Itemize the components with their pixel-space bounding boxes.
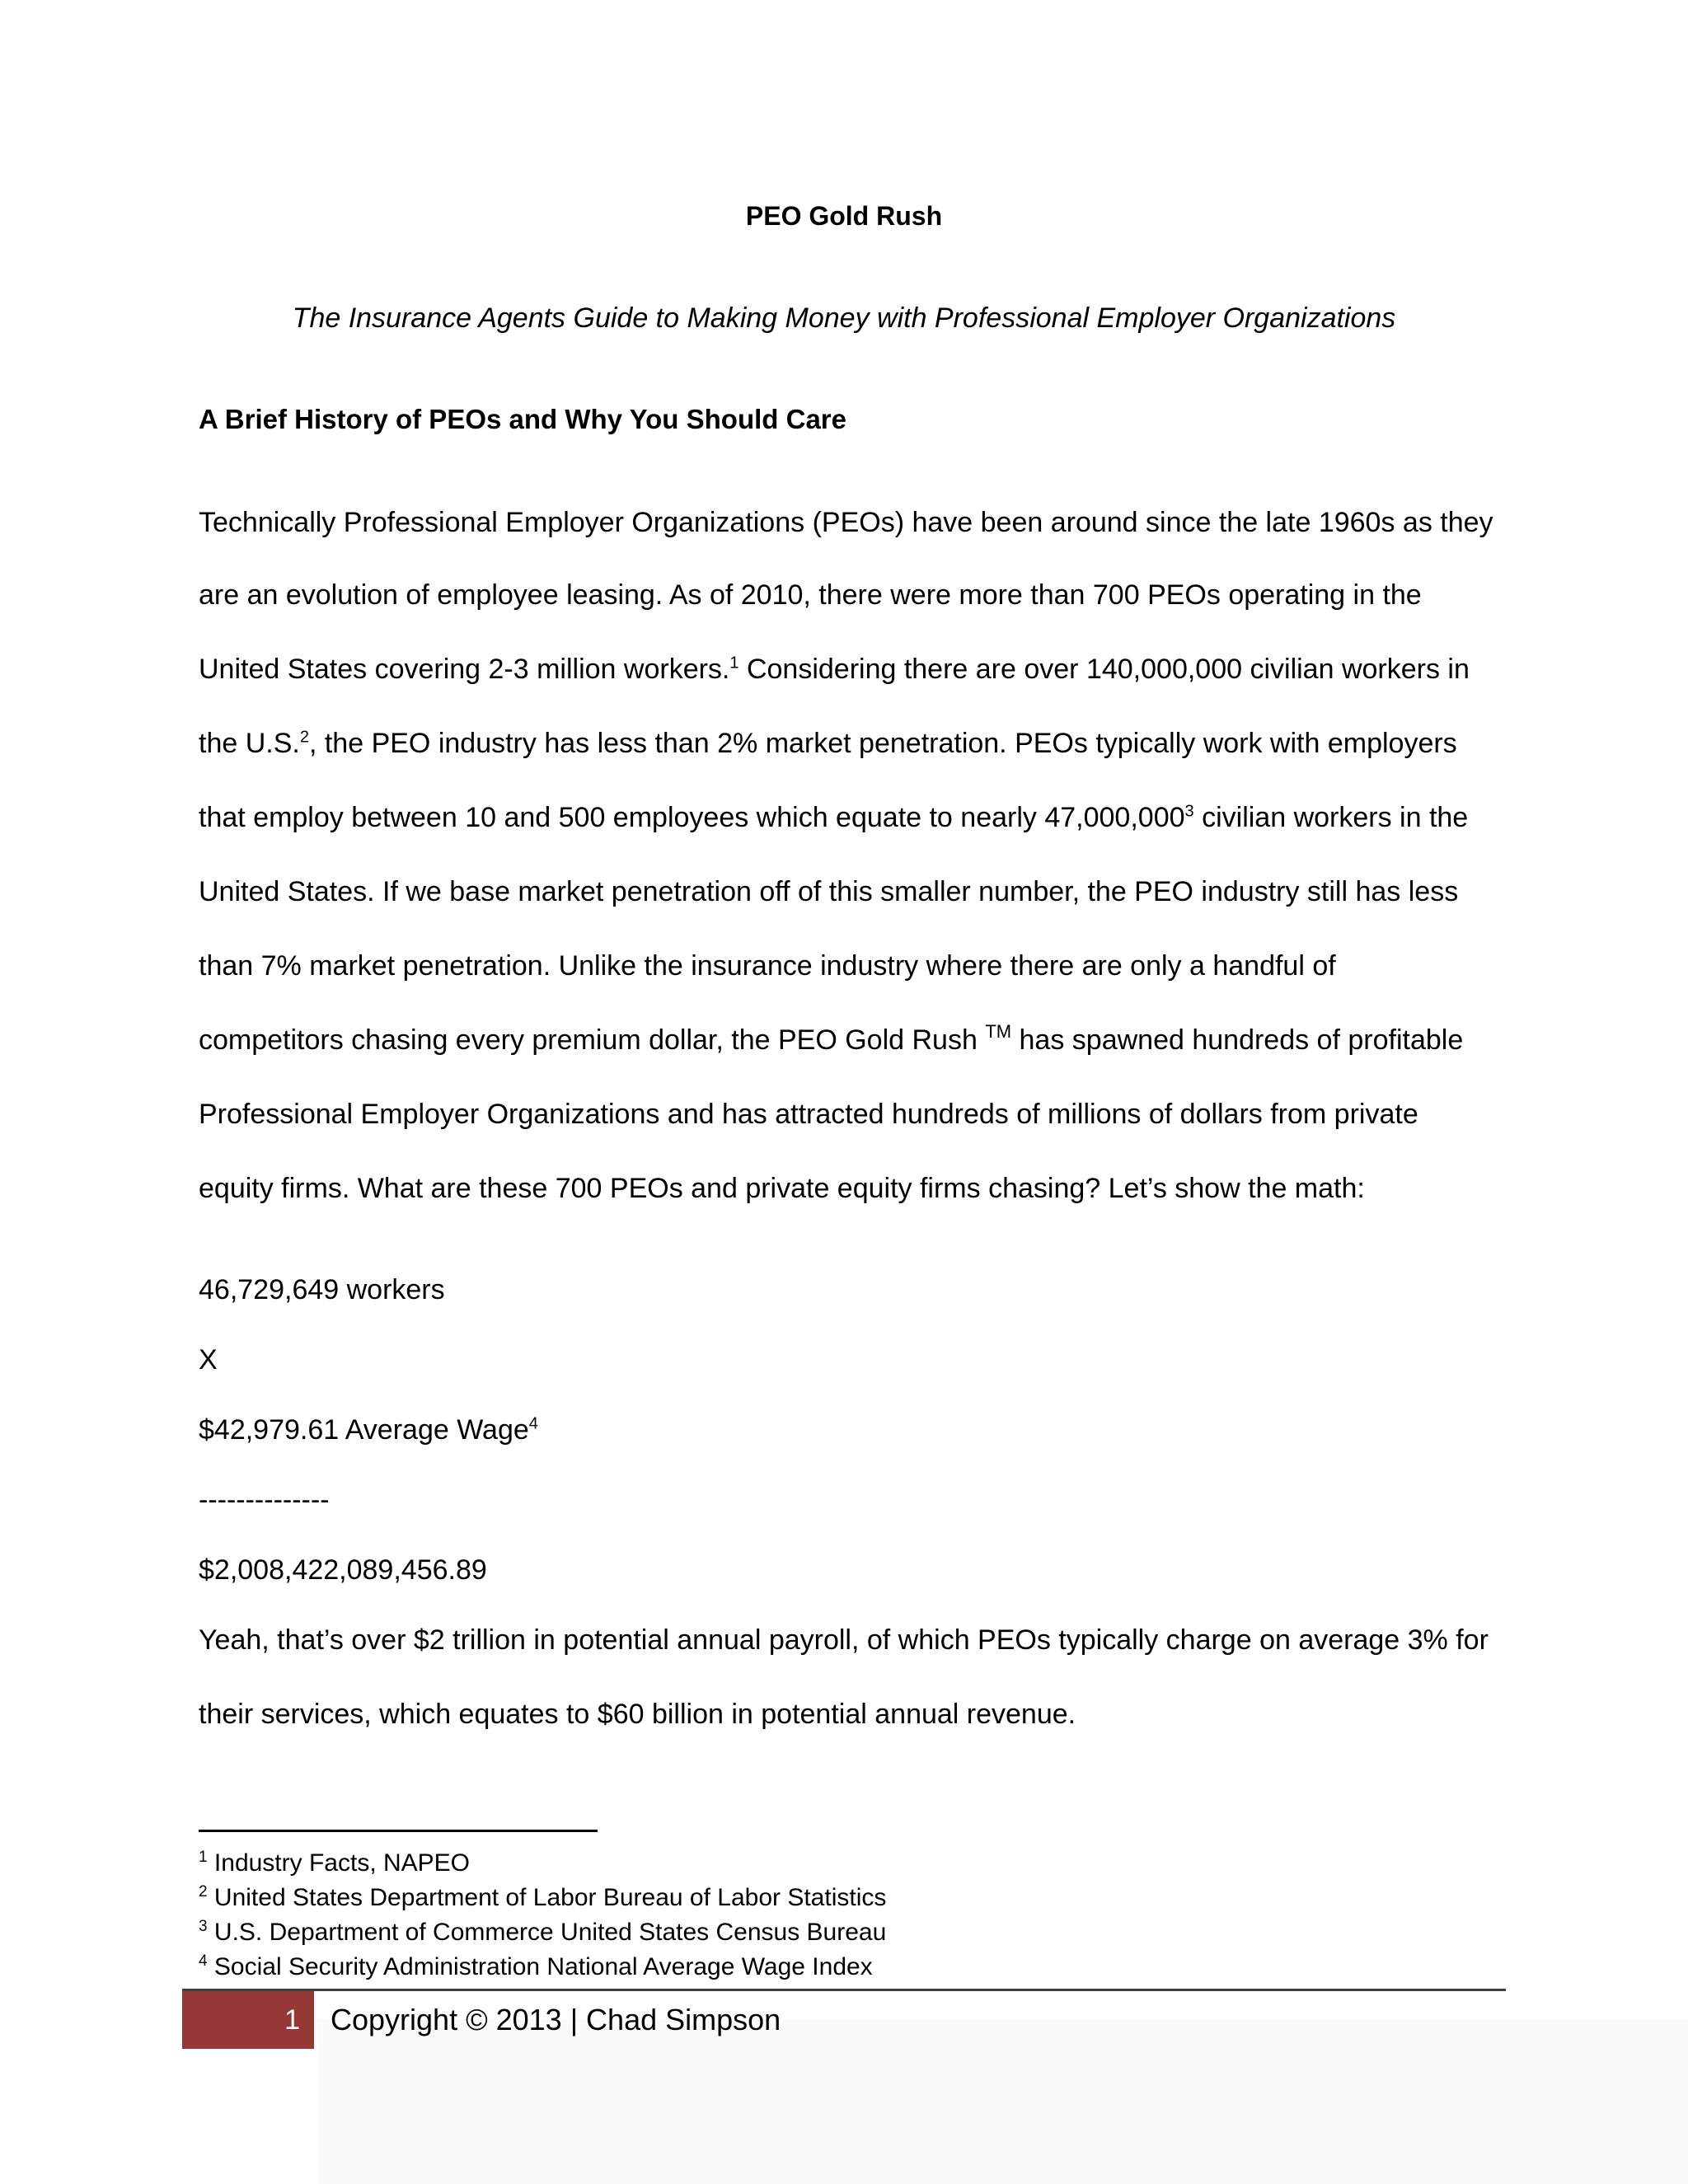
body-line <box>199 725 1457 762</box>
body-line: Technically Professional Employer Organizations (PEOs) have been around since the late 1960s as they <box>199 507 1493 538</box>
footnote-4 <box>199 1952 873 1983</box>
page-bottom-shade <box>317 2019 1688 2184</box>
document-subtitle: The Insurance Agents Guide to Making Money with Professional Employer Organizations <box>292 302 1396 334</box>
math-divider: -------------- <box>199 1484 330 1516</box>
footnote-text: Industry Facts, NAPEO <box>213 1849 471 1877</box>
math-operator: X <box>199 1344 218 1376</box>
conclusion-line: Yeah, that’s over $2 trillion in potential annual payroll, of which PEOs typically charge on average 3% for <box>199 1624 1489 1656</box>
footnote-ref-1: 1 <box>729 654 739 673</box>
footer-copyright: Copyright © 2013 | Chad Simpson <box>331 2003 781 2036</box>
body-line: equity firms. What are these 700 PEOs and private equity firms chasing? Let’s show the math: <box>199 1173 1365 1204</box>
page-number: 1 <box>182 1991 314 2049</box>
body-line <box>199 651 1470 687</box>
body-line: Professional Employer Organizations and has attracted hundreds of millions of dollars from private <box>199 1099 1418 1130</box>
footnote-ref-4: 4 <box>528 1414 538 1433</box>
footnote-number: 4 <box>199 1952 208 1970</box>
math-result: $2,008,422,089,456.89 <box>199 1554 487 1586</box>
body-text: the U.S. <box>199 728 300 759</box>
footnote-ref-3: 3 <box>1184 802 1194 821</box>
body-line: are an evolution of employee leasing. As of 2010, there were more than 700 PEOs operating in the <box>199 579 1422 611</box>
math-wage <box>199 1412 538 1448</box>
footnote-text: U.S. Department of Commerce United States Census Bureau <box>213 1919 887 1946</box>
body-text: that employ between 10 and 500 employees which equate to nearly 47,000,000 <box>199 802 1185 833</box>
footnote-2 <box>199 1882 886 1914</box>
body-text: United States covering 2-3 million workers. <box>199 654 730 685</box>
footnote-number: 1 <box>199 1849 208 1866</box>
body-line: than 7% market penetration. Unlike the insurance industry where there are only a handful of <box>199 950 1336 982</box>
body-text: Considering there are over 140,000,000 civilian workers in <box>738 654 1470 685</box>
footnote-ref-2: 2 <box>299 728 309 747</box>
math-workers: 46,729,649 workers <box>199 1274 445 1305</box>
body-line <box>199 1022 1463 1058</box>
body-line: United States. If we base market penetration off of this smaller number, the PEO industry still has less <box>199 876 1459 907</box>
body-text: , the PEO industry has less than 2% market penetration. PEOs typically work with employers <box>308 728 1457 759</box>
trademark-symbol: TM <box>985 1021 1012 1042</box>
footnote-separator <box>199 1830 598 1832</box>
footer-rule <box>182 1989 1506 1991</box>
footnote-1 <box>199 1848 470 1879</box>
math-wage-text: $42,979.61 Average Wage <box>199 1414 529 1446</box>
section-heading: A Brief History of PEOs and Why You Should Care <box>199 404 846 434</box>
body-line <box>199 799 1468 836</box>
footnote-number: 2 <box>199 1883 208 1900</box>
footnote-3 <box>199 1917 886 1948</box>
body-text: civilian workers in the <box>1193 802 1469 833</box>
body-text: has spawned hundreds of profitable <box>1011 1024 1464 1056</box>
document-title: PEO Gold Rush <box>745 201 943 231</box>
footnote-text: United States Department of Labor Bureau of Labor Statistics <box>213 1884 887 1911</box>
footnote-number: 3 <box>199 1918 208 1935</box>
body-text: competitors chasing every premium dollar, the PEO Gold Rush <box>199 1024 986 1056</box>
conclusion-line: their services, which equates to $60 billion in potential annual revenue. <box>199 1699 1076 1730</box>
footnote-text: Social Security Administration National Average Wage Index <box>213 1953 873 1980</box>
